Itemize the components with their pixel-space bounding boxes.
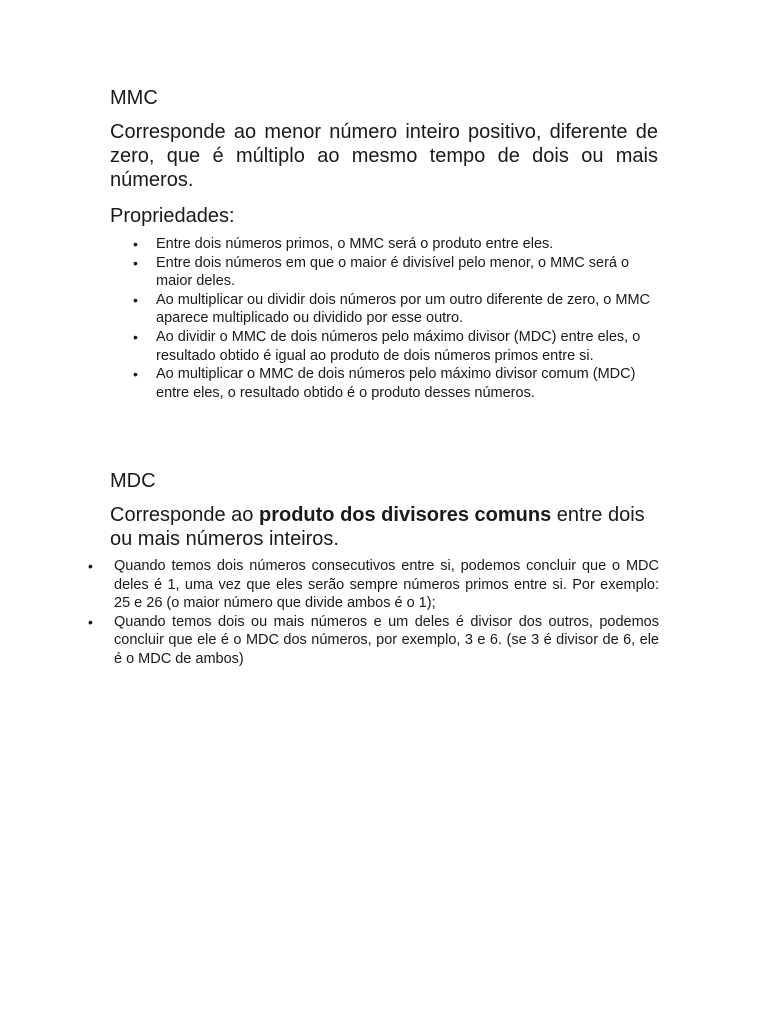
list-item	[88, 557, 659, 613]
list-item	[88, 613, 659, 669]
list-item-text: Entre dois números primos, o MMC será o produto entre eles.	[156, 236, 554, 252]
mdc-heading: MDC	[110, 470, 156, 492]
mmc-definition: Corresponde ao menor número inteiro positivo, diferente de zero, que é múltiplo ao mesmo tempo de dois ou mais números.	[110, 121, 658, 191]
list-item	[133, 235, 661, 254]
mdc-definition-start: Corresponde ao	[110, 504, 259, 526]
bullet-icon: •	[133, 236, 138, 252]
list-item-text: Quando temos dois números consecutivos entre si, podemos concluir que o MDC deles é 1, uma vez que eles serão sempre números primos entre si. Por exemplo: 25 e 26 (o maior número que divide ambos é o 1);	[114, 558, 659, 612]
bullet-icon: •	[88, 613, 93, 630]
mmc-properties-list	[133, 235, 661, 402]
list-item	[133, 291, 661, 328]
mdc-definition	[110, 503, 658, 551]
list-item-text: Entre dois números em que o maior é divisível pelo menor, o MMC será o maior deles.	[156, 254, 630, 290]
mdc-definition-end: entre dois ou mais números inteiros.	[110, 504, 645, 550]
list-item	[133, 365, 661, 402]
mmc-heading: MMC	[110, 87, 158, 109]
bullet-icon: •	[88, 558, 93, 574]
mdc-items-list	[88, 557, 659, 669]
mdc-definition-bold: produto dos divisores comuns	[258, 504, 552, 526]
bullet-icon: •	[133, 328, 138, 345]
bullet-icon: •	[133, 366, 138, 383]
list-item-text: Ao dividir o MMC de dois números pelo máximo divisor (MDC) entre eles, o resultado obtido é igual ao produto de dois números primos entre si.	[156, 328, 641, 364]
properties-heading: Propriedades:	[110, 205, 235, 227]
list-item-text: Ao multiplicar ou dividir dois números por um outro diferente de zero, o MMC aparece multiplicado ou dividido por esse outro.	[156, 291, 651, 327]
bullet-icon: •	[133, 254, 138, 271]
list-item	[133, 328, 661, 365]
list-item-text: Ao multiplicar o MMC de dois números pelo máximo divisor comum (MDC) entre eles, o resultado obtido é o produto desses números.	[156, 366, 636, 401]
bullet-icon: •	[133, 291, 138, 308]
list-item	[133, 254, 661, 291]
list-item-text: Quando temos dois ou mais números e um deles é divisor dos outros, podemos concluir que ele é o MDC dos números, por exemplo, 3 e 6. (se 3 é divisor de 6, ele é o MDC de ambos)	[114, 613, 659, 667]
